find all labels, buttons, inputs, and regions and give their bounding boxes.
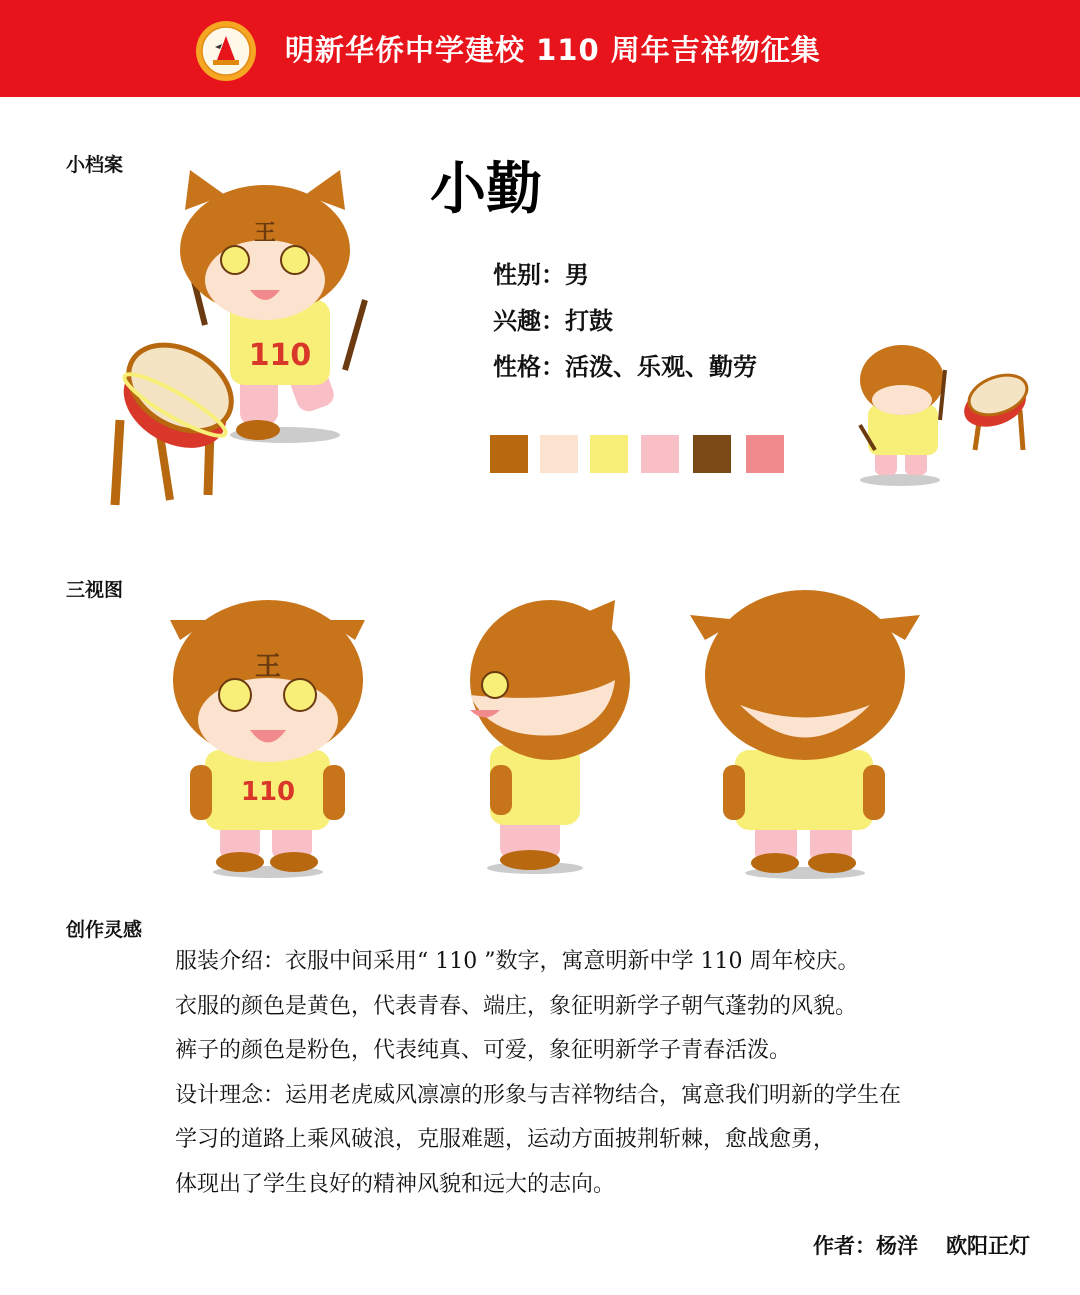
personality-line: 性格：活泼、乐观、勤劳 [493, 353, 757, 381]
drum-icon [108, 328, 246, 505]
gender-line: 性别：男 [493, 261, 589, 289]
mascot-name: 小勤 [430, 156, 542, 222]
mascot-back-drum-illustration [840, 340, 1040, 490]
inspiration-text [175, 940, 1055, 1207]
inspiration-line-5: 学习的道路上乘风破浪，克服难题，运动方面披荆斩棘，愈战愈勇， [175, 1127, 836, 1152]
inspiration-line-4: 设计理念：运用老虎威风凛凛的形象与吉祥物结合，寓意我们明新的学生在 [175, 1082, 902, 1108]
profile-section-label: 小档案 [66, 154, 124, 176]
inspiration-line-1: 服装介绍：衣服中间采用“ 110 ”数字，寓意明新中学 110 周年校庆。 [175, 949, 860, 974]
banner-title: 明新华侨中学建校 110 周年吉祥物征集 [285, 33, 821, 67]
swatch-1 [490, 435, 528, 473]
swatch-5 [693, 435, 731, 473]
author-second: 欧阳正灯 [946, 1234, 1030, 1258]
inspiration-line-3: 裤子的颜色是粉色，代表纯真、可爱，象征明新学子青春活泼。 [175, 1038, 792, 1063]
drum-back-icon [958, 368, 1032, 450]
mascot-back-view [685, 585, 925, 880]
school-logo [195, 20, 257, 82]
three-view-section-label: 三视图 [66, 579, 124, 601]
mascot-front-view [160, 590, 375, 880]
inspiration-line-6: 体现出了学生良好的精神风貌和远大的志向。 [175, 1171, 616, 1197]
inspiration-section-label: 创作灵感 [66, 919, 143, 941]
swatch-2 [540, 435, 578, 473]
header-banner [0, 0, 1080, 97]
shirt-number-front: 110 [240, 777, 296, 807]
mascot-side-view [450, 585, 640, 875]
swatch-4 [641, 435, 679, 473]
author-line [813, 1230, 1030, 1260]
hobby-line: 兴趣：打鼓 [493, 307, 613, 335]
mascot-drum-illustration [90, 160, 380, 520]
inspiration-line-2: 衣服的颜色是黄色，代表青春、端庄，象征明新学子朝气蓬勃的风貌。 [175, 993, 858, 1019]
shirt-number-small: 110 [248, 338, 312, 373]
swatch-6 [746, 435, 784, 473]
forehead-mark-small: 王 [253, 221, 277, 246]
forehead-mark-front: 王 [254, 652, 282, 682]
swatch-3 [590, 435, 628, 473]
author-label: 作者：杨洋 [813, 1234, 918, 1258]
